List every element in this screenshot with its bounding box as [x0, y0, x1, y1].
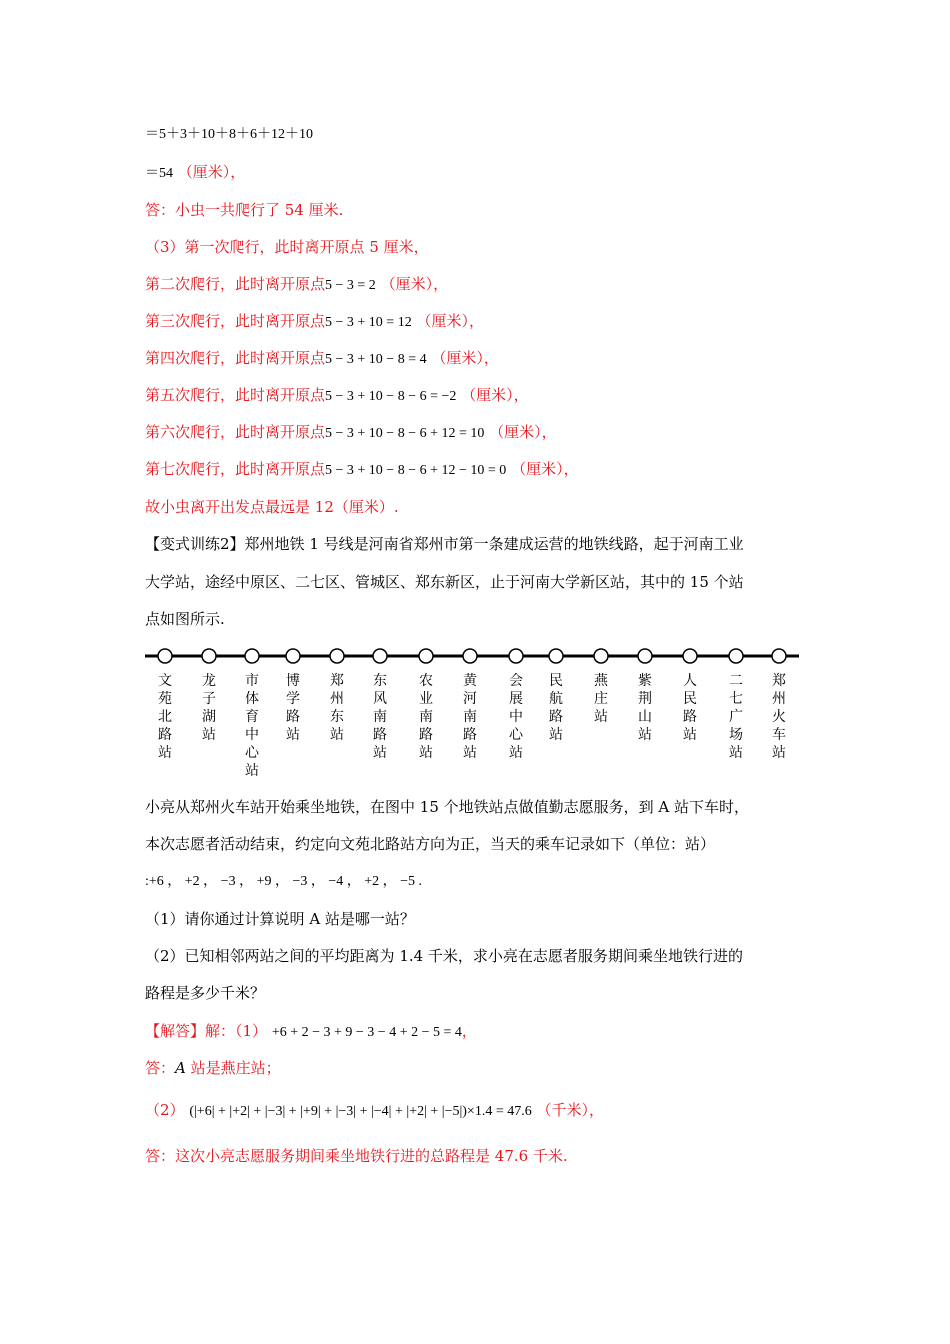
metro-line-diagram — [145, 642, 805, 782]
ride-record: :+6 ， +2 ， −3 ， +9 ， −3 ， −4 ， +2 ， −5 . — [145, 874, 423, 889]
unit-label: （厘米）， — [177, 163, 246, 181]
crawl-step-7 — [145, 459, 579, 481]
question-1: （1）请你通过计算说明 A 站是哪一站？ — [145, 910, 415, 928]
crawl-step-text: 第四次爬行，此时离开原点 — [145, 349, 326, 367]
answer-suffix: 站是燕庄站； — [185, 1059, 281, 1077]
station-label: 东风南路站 — [373, 673, 387, 761]
question-2-line-1: （2）已知相邻两站之间的平均距离为 1.4 千米，求小亮在志愿者服务期间乘坐地铁行进的 — [145, 947, 743, 965]
solution-end: ， — [461, 1022, 477, 1040]
station-label: 农业南路站 — [419, 673, 433, 761]
station-marker — [245, 649, 259, 663]
station-marker — [419, 649, 433, 663]
station-label: 龙子湖站 — [202, 673, 216, 743]
solution-label: （2） — [145, 1101, 185, 1119]
crawl-step-math: 5 − 3 + 10 − 8 − 6 + 12 − 10 = 0 — [325, 463, 507, 478]
crawl-step-text: 第二次爬行，此时离开原点 — [145, 275, 326, 293]
station-label: 会展中心站 — [509, 673, 523, 761]
equation-result: ＝54 — [145, 166, 173, 181]
station-label: 文苑北路站 — [158, 673, 172, 761]
unit-label: （厘米）， — [380, 275, 449, 293]
crawl-step-math: 5 − 3 + 10 = 12 — [325, 315, 412, 330]
station-marker — [594, 649, 608, 663]
station-marker — [509, 649, 523, 663]
metro-line-track — [145, 642, 805, 672]
station-label: 民航路站 — [549, 673, 563, 743]
station-marker — [772, 649, 786, 663]
station-marker — [158, 649, 172, 663]
station-marker — [729, 649, 743, 663]
station-label: 燕庄站 — [594, 673, 608, 725]
station-label: 郑州火车站 — [772, 673, 786, 761]
crawl-step-text: 第五次爬行，此时离开原点 — [145, 386, 326, 404]
variable-a: A — [175, 1059, 186, 1077]
question-2-line-2: 路程是多少千米？ — [145, 984, 266, 1002]
solution-math: +6 + 2 − 3 + 9 − 3 − 4 + 2 − 5 = 4 — [271, 1025, 462, 1040]
unit-label: （厘米）， — [461, 386, 529, 404]
unit-label: （厘米）， — [416, 312, 484, 330]
answer-farthest: 故小虫离开出发点最远是 12（厘米）. — [145, 498, 399, 516]
crawl-step-text: 第六次爬行，此时离开原点 — [145, 423, 326, 441]
crawl-step-math: 5 − 3 = 2 — [325, 278, 376, 293]
crawl-step-6 — [145, 422, 557, 444]
station-label: 市体育中心站 — [245, 673, 259, 779]
crawl-step-text: 第三次爬行，此时离开原点 — [145, 312, 326, 330]
problem-text-5: 本次志愿者活动结束，约定向文苑北路站方向为正，当天的乘车记录如下（单位：站） — [145, 835, 716, 853]
station-marker — [463, 649, 477, 663]
station-label: 紫荆山站 — [638, 673, 652, 743]
unit-label: （千米）， — [536, 1101, 605, 1119]
station-marker — [286, 649, 300, 663]
equation-line-2 — [145, 162, 245, 184]
part3-first-crawl: （3）第一次爬行，此时离开原点 5 厘米， — [145, 238, 429, 256]
crawl-step-text: 第七次爬行，此时离开原点 — [145, 460, 326, 478]
answer-prefix: 答： — [145, 1059, 176, 1077]
solution-math: (|+6| + |+2| + |−3| + |+9| + |−3| + |−4| + |+2| + |−5|)×1.4 = 47.6 — [189, 1104, 532, 1119]
crawl-step-2 — [145, 274, 448, 296]
crawl-step-3 — [145, 311, 484, 333]
station-marker — [683, 649, 697, 663]
problem-text-1: 【变式训练2】郑州地铁 1 号线是河南省郑州市第一条建成运营的地铁线路，起于河南工业 — [145, 535, 744, 553]
answer-total-crawl: 答：小虫一共爬行了 54 厘米. — [145, 201, 344, 219]
equation-line-1: ＝5＋3＋10＋8＋6＋12＋10 — [145, 127, 313, 142]
station-marker — [638, 649, 652, 663]
unit-label: （厘米）， — [489, 423, 557, 441]
unit-label: （厘米）， — [511, 460, 579, 478]
problem-text-4: 小亮从郑州火车站开始乘坐地铁，在图中 15 个地铁站点做值勤志愿服务，到 A 站下车时， — [145, 798, 749, 816]
problem-text-3: 点如图所示. — [145, 610, 225, 628]
station-label: 郑州东站 — [330, 673, 344, 743]
crawl-step-math: 5 − 3 + 10 − 8 − 6 + 12 = 10 — [325, 426, 485, 441]
station-label: 二七广场站 — [729, 673, 743, 761]
crawl-step-math: 5 − 3 + 10 − 8 = 4 — [325, 352, 427, 367]
unit-label: （厘米）， — [431, 349, 499, 367]
station-label: 博学路站 — [286, 673, 300, 743]
crawl-step-5 — [145, 385, 529, 407]
answer-total-distance: 答：这次小亮志愿服务期间乘坐地铁行进的总路程是 47.6 千米. — [145, 1147, 568, 1165]
answer-station-a — [145, 1058, 281, 1078]
station-label: 人民路站 — [683, 673, 697, 743]
station-marker — [330, 649, 344, 663]
station-marker — [373, 649, 387, 663]
station-label: 黄河南路站 — [463, 673, 477, 761]
station-marker — [202, 649, 216, 663]
solution-part-2 — [145, 1100, 604, 1122]
solution-part-1 — [145, 1021, 477, 1043]
station-marker — [549, 649, 563, 663]
crawl-step-4 — [145, 348, 499, 370]
problem-text-2: 大学站，途经中原区、二七区、管城区、郑东新区，止于河南大学新区站，其中的 15 个站 — [145, 573, 744, 591]
solution-label: 【解答】解：（1） — [145, 1022, 268, 1040]
crawl-step-math: 5 − 3 + 10 − 8 − 6 = −2 — [325, 389, 457, 404]
